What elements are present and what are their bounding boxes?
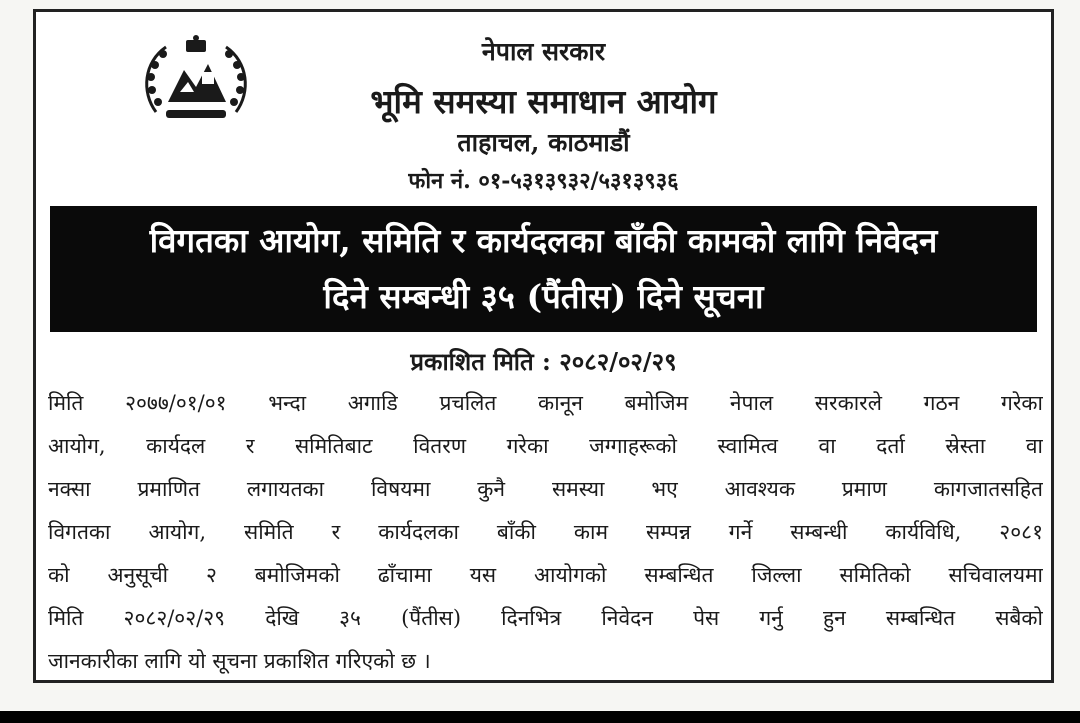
office-address: ताहाचल, काठमाडौं bbox=[457, 128, 630, 157]
public-notice bbox=[33, 9, 1054, 683]
commission-name: भूमि समस्या समाधान आयोग bbox=[370, 82, 717, 121]
body-line: को अनुसूची २ बमोजिमको ढाँचामा यस आयोगको सम्बन्धित जिल्ला समितिको सचिवालयमा bbox=[48, 563, 1043, 587]
body-line: मिति २०८२/०२/२९ देखि ३५ (पैंतीस) दिनभित्र निवेदन पेस गर्नु हुन सम्बन्धित सबैको bbox=[48, 606, 1043, 630]
body-line: आयोग, कार्यदल र समितिबाट वितरण गरेका जग्गाहरूको स्वामित्व वा दर्ता स्रेस्ता वा bbox=[48, 434, 1043, 458]
notice-body bbox=[48, 382, 1043, 683]
notice-title-line: दिने सम्बन्धी ३५ (पैंतीस) दिने सूचना bbox=[323, 277, 764, 316]
notice-title-banner bbox=[50, 206, 1037, 332]
body-line: मिति २०७७/०१/०१ भन्दा अगाडि प्रचलित कानून बमोजिम नेपाल सरकारले गठन गरेका bbox=[48, 391, 1043, 415]
phone-number: फोन नं. ०१-५३१३९३२/५३१३९३६ bbox=[408, 168, 679, 194]
body-line: विगतका आयोग, समिति र कार्यदलका बाँकी काम सम्पन्न गर्ने सम्बन्धी कार्यविधि, २०८१ bbox=[48, 520, 1043, 544]
government-name: नेपाल सरकार bbox=[481, 37, 606, 66]
notice-title-line: विगतका आयोग, समिति र कार्यदलका बाँकी कामको लागि निवेदन bbox=[149, 221, 938, 260]
body-line: नक्सा प्रमाणित लगायतका विषयमा कुनै समस्या भए आवश्यक प्रमाण कागजातसहित bbox=[48, 477, 1043, 501]
body-line: जानकारीका लागि यो सूचना प्रकाशित गरिएको छ । bbox=[48, 649, 431, 673]
published-date: प्रकाशित मिति : २०८२/०२/२९ bbox=[410, 347, 677, 376]
bottom-bar bbox=[0, 711, 1080, 723]
